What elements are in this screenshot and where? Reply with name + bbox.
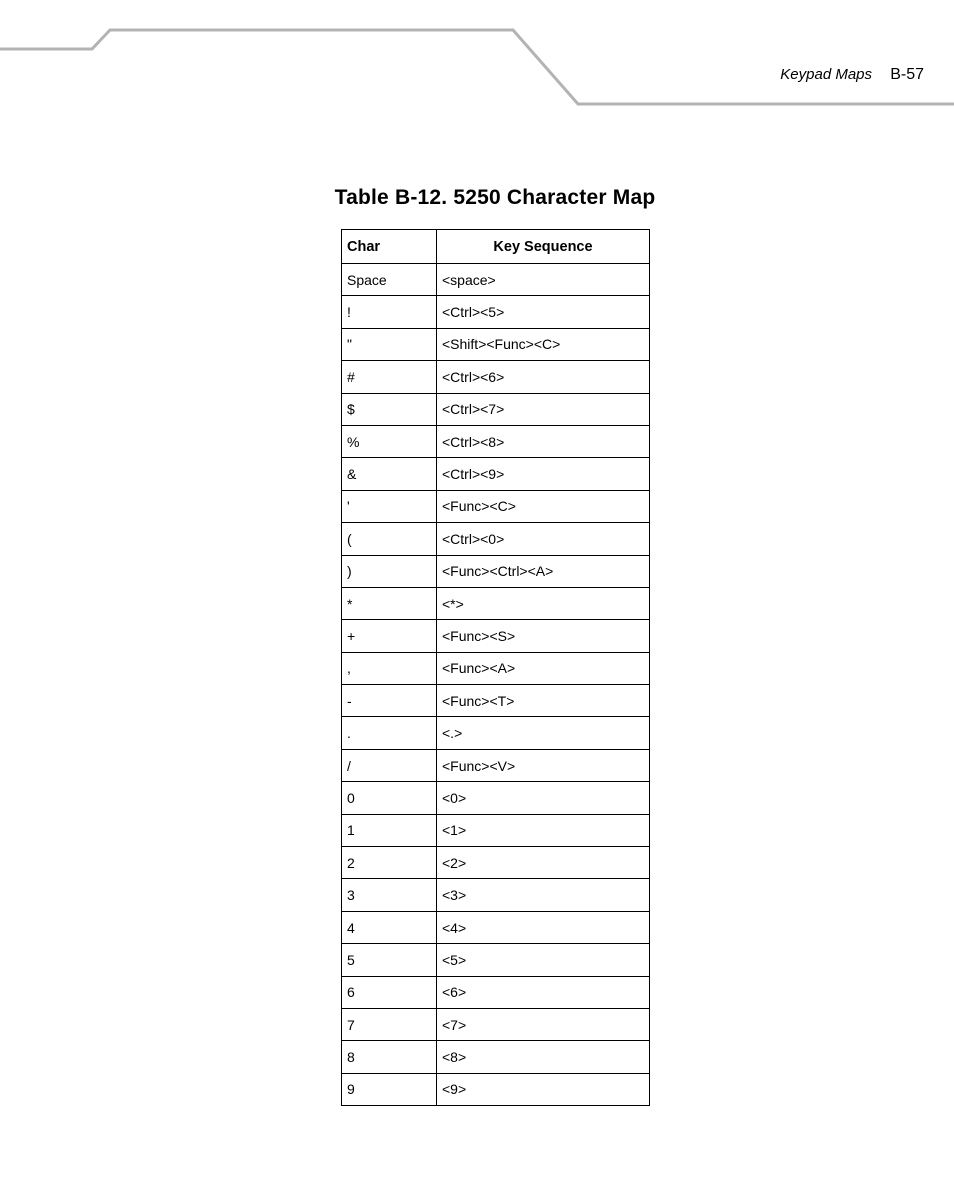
char-cell: & xyxy=(342,458,437,490)
char-cell: Space xyxy=(342,264,437,296)
key-sequence-cell: <4> xyxy=(437,911,650,943)
table-row xyxy=(342,620,650,652)
char-cell: ) xyxy=(342,555,437,587)
table-row xyxy=(342,749,650,781)
table-row xyxy=(342,393,650,425)
table-row xyxy=(342,911,650,943)
key-sequence-cell: <Ctrl><0> xyxy=(437,523,650,555)
char-cell: " xyxy=(342,328,437,360)
key-sequence-cell: <7> xyxy=(437,1008,650,1040)
char-cell: 8 xyxy=(342,1041,437,1073)
char-cell: # xyxy=(342,361,437,393)
table-body xyxy=(342,264,650,1106)
table-row xyxy=(342,296,650,328)
char-cell: ' xyxy=(342,490,437,522)
char-cell: . xyxy=(342,717,437,749)
table-row xyxy=(342,490,650,522)
char-cell: 3 xyxy=(342,879,437,911)
table-row xyxy=(342,1008,650,1040)
char-cell: 6 xyxy=(342,976,437,1008)
table-row xyxy=(342,717,650,749)
header-rule xyxy=(0,0,954,120)
char-cell: / xyxy=(342,749,437,781)
char-cell: % xyxy=(342,425,437,457)
table-row xyxy=(342,782,650,814)
key-sequence-cell: <Shift><Func><C> xyxy=(437,328,650,360)
char-cell: * xyxy=(342,587,437,619)
key-sequence-cell: <Ctrl><6> xyxy=(437,361,650,393)
key-sequence-cell: <Func><T> xyxy=(437,685,650,717)
key-sequence-cell: <Ctrl><7> xyxy=(437,393,650,425)
char-cell: + xyxy=(342,620,437,652)
column-header-char: Char xyxy=(342,230,437,264)
key-sequence-cell: <*> xyxy=(437,587,650,619)
key-sequence-cell: <0> xyxy=(437,782,650,814)
key-sequence-cell: <space> xyxy=(437,264,650,296)
table-row xyxy=(342,555,650,587)
char-cell: 7 xyxy=(342,1008,437,1040)
character-map-table xyxy=(341,229,650,1106)
key-sequence-cell: <Func><V> xyxy=(437,749,650,781)
key-sequence-cell: <2> xyxy=(437,847,650,879)
table-row xyxy=(342,1041,650,1073)
key-sequence-cell: <5> xyxy=(437,944,650,976)
section-title: Keypad Maps xyxy=(780,66,873,83)
char-cell: , xyxy=(342,652,437,684)
table-header-row xyxy=(342,230,650,264)
table-row xyxy=(342,685,650,717)
key-sequence-cell: <1> xyxy=(437,814,650,846)
table-row xyxy=(342,523,650,555)
table-row xyxy=(342,879,650,911)
char-cell: $ xyxy=(342,393,437,425)
key-sequence-cell: <Ctrl><8> xyxy=(437,425,650,457)
char-cell: ( xyxy=(342,523,437,555)
char-cell: - xyxy=(342,685,437,717)
table-row xyxy=(342,587,650,619)
key-sequence-cell: <6> xyxy=(437,976,650,1008)
key-sequence-cell: <Func><S> xyxy=(437,620,650,652)
char-cell: 2 xyxy=(342,847,437,879)
table-row xyxy=(342,847,650,879)
table-row xyxy=(342,1073,650,1105)
key-sequence-cell: <8> xyxy=(437,1041,650,1073)
char-cell: 5 xyxy=(342,944,437,976)
table-row xyxy=(342,264,650,296)
table-row xyxy=(342,361,650,393)
char-cell: 0 xyxy=(342,782,437,814)
key-sequence-cell: <Ctrl><5> xyxy=(437,296,650,328)
table-row xyxy=(342,328,650,360)
table-title: Table B-12. 5250 Character Map xyxy=(334,186,656,209)
table-row xyxy=(342,814,650,846)
key-sequence-cell: <9> xyxy=(437,1073,650,1105)
table-row xyxy=(342,652,650,684)
table-row xyxy=(342,976,650,1008)
running-header xyxy=(780,66,924,84)
char-cell: 1 xyxy=(342,814,437,846)
char-cell: 9 xyxy=(342,1073,437,1105)
table-row xyxy=(342,425,650,457)
table-row xyxy=(342,458,650,490)
key-sequence-cell: <.> xyxy=(437,717,650,749)
table-row xyxy=(342,944,650,976)
char-cell: 4 xyxy=(342,911,437,943)
page-number: B-57 xyxy=(890,66,924,83)
key-sequence-cell: <3> xyxy=(437,879,650,911)
char-cell: ! xyxy=(342,296,437,328)
column-header-key-sequence: Key Sequence xyxy=(437,230,650,264)
key-sequence-cell: <Func><C> xyxy=(437,490,650,522)
key-sequence-cell: <Ctrl><9> xyxy=(437,458,650,490)
key-sequence-cell: <Func><A> xyxy=(437,652,650,684)
key-sequence-cell: <Func><Ctrl><A> xyxy=(437,555,650,587)
